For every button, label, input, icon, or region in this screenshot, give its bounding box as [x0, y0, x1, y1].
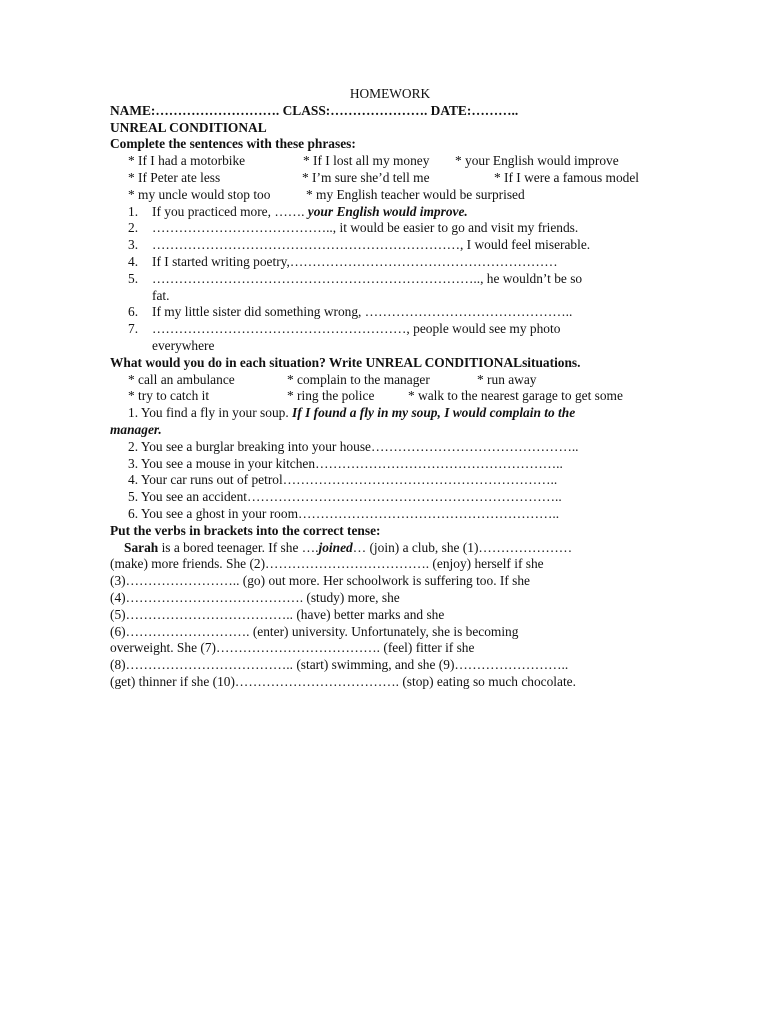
item-number: 5. — [128, 270, 139, 286]
header-fields — [110, 103, 670, 120]
phrase: * your English would improve — [455, 153, 619, 169]
list-item: 3. You see a mouse in your kitchen……………………………………………….. — [128, 455, 563, 471]
character-name: Sarah — [124, 539, 159, 555]
phrase-row-3 — [110, 187, 670, 204]
item-number: 4. — [128, 253, 139, 269]
section1-instruction: Complete the sentences with these phrases: — [110, 136, 356, 152]
phrase: * I’m sure she’d tell me — [302, 169, 430, 185]
item-number: 6. — [128, 304, 139, 320]
item-answer: If I found a fly in my soup, I would complain to the — [292, 405, 576, 421]
paragraph-line: (get) thinner if she (10)………………………………. (stop) eating so much chocolate. — [110, 673, 576, 689]
class-field: CLASS:…………………. — [282, 102, 431, 118]
paragraph-line: overweight. She (7)………………………………. (feel) fitter if she — [110, 640, 475, 656]
option-row-2 — [110, 388, 670, 405]
paragraph-line: (6)………………………. (enter) university. Unfortunately, she is becoming — [110, 623, 519, 639]
phrase-row-2 — [110, 170, 670, 187]
phrase: * my English teacher would be surprised — [306, 186, 525, 202]
section2-heading: What would you do in each situation? Write UNREAL CONDITIONALsituations. — [110, 354, 581, 370]
paragraph-line — [110, 540, 670, 557]
list-item — [110, 304, 670, 321]
list-item — [110, 204, 670, 221]
list-item — [110, 321, 670, 338]
example-answer: joined — [318, 539, 353, 555]
phrase: * If Peter ate less — [128, 169, 221, 185]
name-field: NAME:………………………. — [110, 102, 283, 118]
phrase-row-1 — [110, 153, 670, 170]
list-item: 4. Your car runs out of petrol…………………………………………………….. — [128, 472, 558, 488]
page-title: HOMEWORK — [349, 86, 431, 101]
paragraph-line: (8)……………………………….. (start) swimming, and she (9)…………………….. — [110, 657, 569, 673]
item-answer: your English would improve. — [307, 203, 468, 219]
paragraph-text: is a bored teenager. If she …. — [158, 539, 319, 555]
item-text: If you practiced more, ……. — [152, 203, 308, 219]
list-item — [110, 405, 670, 422]
list-item: 6. You see a ghost in your room………………………………………………….. — [128, 505, 560, 521]
phrase: * If I had a motorbike — [128, 153, 246, 169]
phrase: * my uncle would stop too — [128, 186, 271, 202]
item-text: …………………………………………………, people would see my photo — [152, 321, 561, 337]
item-text: ……………………………………………………………….., he wouldn’t be so — [152, 270, 583, 286]
paragraph-line: (5)……………………………….. (have) better marks and she — [110, 606, 445, 622]
item-number: 2. — [128, 220, 139, 236]
item-continuation: fat. — [152, 287, 170, 303]
section3-heading: Put the verbs in brackets into the correct tense: — [110, 522, 381, 538]
item-number: 3. — [128, 237, 139, 253]
item-number: 1. — [128, 203, 139, 219]
option: * complain to the manager — [287, 371, 430, 387]
option: * call an ambulance — [128, 371, 235, 387]
option: * try to catch it — [128, 388, 210, 404]
item-text: 1. You find a fly in your soup. — [128, 405, 293, 421]
option-row-1 — [110, 372, 670, 389]
list-item: 5. You see an accident…………………………………………………………….. — [128, 489, 562, 505]
paragraph-line: (4)…………………………………. (study) more, she — [110, 589, 400, 605]
list-item: 2. You see a burglar breaking into your house……………………………………….. — [128, 438, 579, 454]
list-item — [110, 271, 670, 288]
paragraph-line: (3)…………………….. (go) out more. Her schoolwork is suffering too. If she — [110, 573, 531, 589]
list-item — [110, 254, 670, 271]
document-body — [110, 86, 670, 691]
option: * ring the police — [287, 388, 375, 404]
phrase: * If I lost all my money — [303, 153, 430, 169]
paragraph-text: … (join) a club, she (1)………………… — [352, 539, 573, 555]
paragraph-line: (make) more friends. She (2)………………………………. (enjoy) herself if she — [110, 556, 544, 572]
option: * run away — [477, 371, 537, 387]
date-field: DATE:……….. — [430, 102, 519, 118]
list-item — [110, 237, 670, 254]
list-item — [110, 220, 670, 237]
item-number: 7. — [128, 321, 139, 337]
item-answer-continuation: manager. — [110, 421, 162, 437]
item-text: ……………………………………………………………, I would feel miserable. — [152, 237, 591, 253]
option: * walk to the nearest garage to get some — [408, 388, 623, 404]
item-text: If my little sister did something wrong, ……………………………………….. — [152, 304, 573, 320]
phrase: * If I were a famous model — [494, 169, 640, 185]
item-text: If I started writing poetry,…………………………………………………… — [152, 253, 558, 269]
section1-heading: UNREAL CONDITIONAL — [110, 119, 267, 135]
item-continuation: everywhere — [152, 337, 215, 353]
item-text: ………………………………….., it would be easier to go and visit my friends. — [152, 220, 579, 236]
